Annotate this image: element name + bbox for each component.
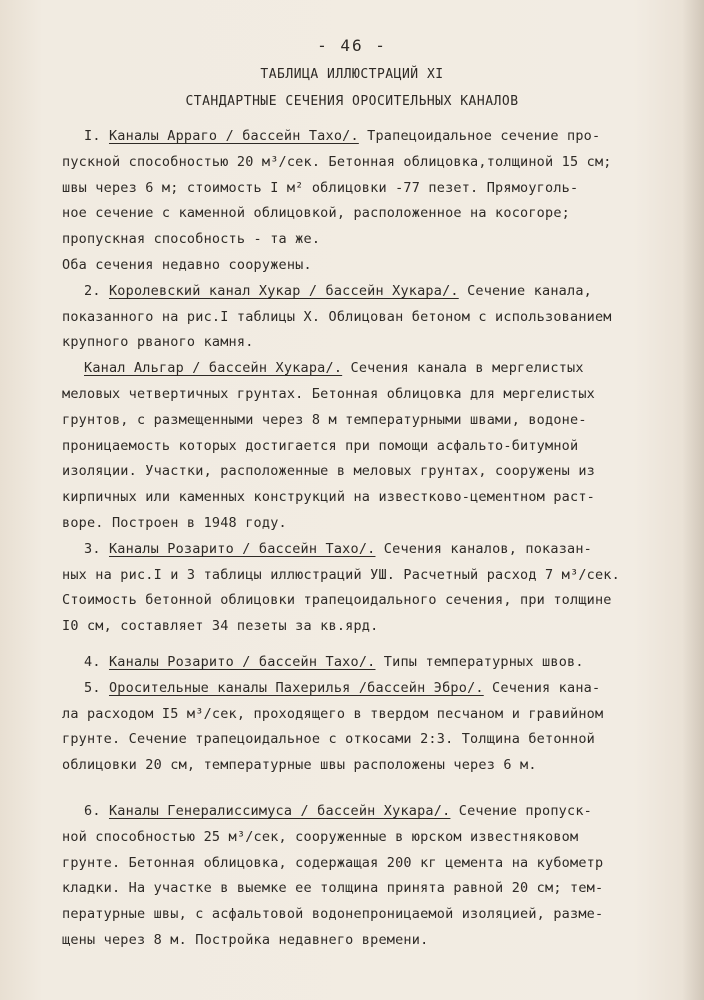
text-line: кладки. На участке в выемке ее толщина принята равной 20 см; тем-	[62, 880, 604, 897]
item-text: Сечение пропуск-	[450, 802, 592, 819]
item-heading: Канал Альгар / бассейн Хукара/.	[84, 360, 343, 377]
item-number: 3.	[84, 540, 109, 557]
item-heading: Каналы Генералиссимуса / бассейн Хукара/.	[108, 802, 451, 819]
text-line: I0 см, составляет 34 пезеты за кв.ярд.	[62, 618, 379, 635]
text-line: проницаемость которых достигается при помощи асфальто-битумной	[62, 437, 579, 454]
text-line: ных на рис.I и 3 таблицы иллюстраций УШ. Расчетный расход 7 м³/сек.	[62, 566, 620, 583]
text-line: пературные швы, с асфальтовой водонепроницаемой изоляцией, разме-	[62, 906, 604, 923]
text-line: грунтов, с размещенными через 8 м температурными швами, водоне-	[62, 411, 587, 428]
text-line: меловых четвертичных грунтах. Бетонная облицовка для мергелистых	[62, 385, 595, 402]
text-line: швы через 6 м; стоимость I м² облицовки -77 пезет. Прямоуголь-	[62, 179, 579, 196]
text-line: щены через 8 м. Постройка недавнего времени.	[62, 931, 429, 948]
text-line	[62, 124, 692, 150]
item-text: Типы температурных швов.	[375, 653, 584, 670]
text-line: изоляции. Участки, расположенные в меловых грунтах, сооружены из	[62, 463, 595, 480]
text-line: ной способностью 25 м³/сек, сооруженные в юрском известняковом	[62, 828, 579, 845]
paragraph-gap	[62, 640, 692, 650]
item-text: Трапецоидальное сечение про-	[358, 128, 601, 144]
paragraph-gap	[62, 789, 692, 799]
text-line: грунте. Сечение трапецоидальное с откосами 2:3. Толщина бетонной	[62, 731, 595, 748]
item-text: Сечения кана-	[483, 679, 601, 696]
text-line: показанного на рис.I таблицы Х. Облицован бетоном с использованием	[62, 308, 612, 325]
text-line	[62, 650, 692, 676]
item-text: Сечение канала,	[458, 282, 592, 299]
item-number: 4.	[84, 653, 109, 670]
document-title: ТАБЛИЦА ИЛЛЮСТРАЦИЙ XI	[260, 67, 444, 82]
item-number: 2.	[84, 282, 109, 299]
item-heading: Каналы Розарито / бассейн Тахо/.	[108, 653, 376, 670]
text-line	[62, 537, 692, 563]
item-heading: Каналы Розарито / бассейн Тахо/.	[108, 540, 376, 557]
text-line	[62, 676, 692, 702]
text-line: ла расходом I5 м³/сек, проходящего в твердом песчаном и гравийном	[62, 705, 604, 722]
text-line: Стоимость бетонной облицовки трапецоидального сечения, при толщине	[62, 592, 612, 609]
item-number: 6.	[84, 802, 109, 819]
text-line: ное сечение с каменной облицовкой, расположенное на косогоре;	[62, 205, 570, 222]
text-line	[62, 279, 692, 305]
text-line	[62, 356, 692, 382]
item-heading: Оросительные каналы Пахерилья /бассейн Эбро/.	[108, 679, 484, 696]
text-line	[62, 799, 692, 825]
item-text: Сечения канала в мергелистых	[342, 360, 584, 377]
text-line: кирпичных или каменных конструкций на известково-цементном раст-	[62, 489, 595, 506]
text-line: облицовки 20 см, температурные швы расположены через 6 м.	[62, 757, 537, 774]
item-number: I.	[84, 128, 109, 144]
text-line: пускной способностью 20 м³/сек. Бетонная облицовка,толщиной 15 см;	[62, 153, 612, 170]
paragraph-gap	[62, 779, 692, 789]
text-line: крупного рваного камня.	[62, 334, 254, 351]
text-line: грунте. Бетонная облицовка, содержащая 200 кг цемента на кубометр	[62, 854, 604, 871]
body-text-block-1	[62, 124, 692, 954]
page-number: - 46 -	[317, 36, 387, 55]
document-subtitle: СТАНДАРТНЫЕ СЕЧЕНИЯ ОРОСИТЕЛЬНЫХ КАНАЛОВ	[185, 94, 519, 109]
text-line: воре. Построен в 1948 году.	[62, 514, 287, 531]
item-heading: Каналы Арраго / бассейн Тахо/.	[108, 128, 359, 144]
text-line: пропускная способность - та же.	[62, 231, 321, 248]
text-line: Оба сечения недавно сооружены.	[62, 256, 312, 273]
item-text: Сечения каналов, показан-	[375, 540, 593, 557]
item-heading: Королевский канал Хукар / бассейн Хукара/.	[108, 282, 459, 299]
item-number: 5.	[84, 679, 109, 696]
